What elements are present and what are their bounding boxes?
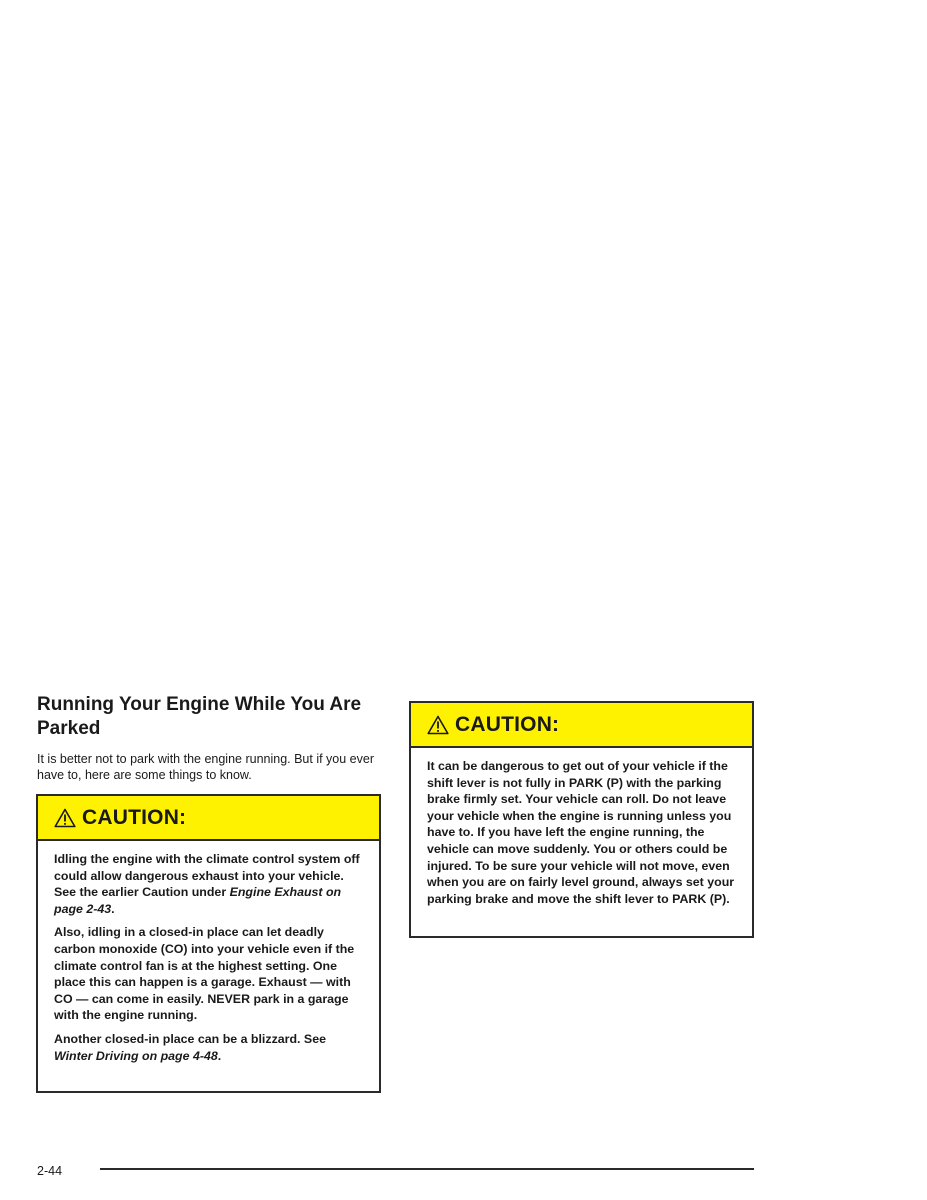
caution-box-right <box>409 701 754 938</box>
caution-text: Idling the engine with the climate control system off could allow dangerous exhaust into your vehicle. See the earlier Caution under <box>54 852 360 900</box>
page-reference: Winter Driving on page 4-48 <box>54 1048 218 1063</box>
caution-header <box>38 796 379 841</box>
caution-header <box>411 703 752 748</box>
footer-rule <box>100 1168 754 1170</box>
caution-paragraph: Also, idling in a closed-in place can let deadly carbon monoxide (CO) into your vehicle even if the climate control fan is at the highest setting. One place this can happen is a garage. Exhaust — with CO — can come in easily. NEVER park in a garage with the engine running. <box>54 925 355 1023</box>
caution-paragraph: It can be dangerous to get out of your vehicle if the shift lever is not fully in PARK (P) with the parking brake firmly set. Your vehicle can roll. Do not leave your vehicle when the engine is running unless you have to. If you have left the engine running, the vehicle can move suddenly. You or others could be injured. To be sure your vehicle will not move, even when you are on fairly level ground, always set your parking brake and move the shift lever to PARK (P). <box>427 759 735 906</box>
caution-text-end: . <box>217 1048 222 1063</box>
warning-triangle-icon <box>427 715 449 735</box>
caution-paragraph <box>54 1031 367 1064</box>
caution-body <box>38 841 379 1064</box>
caution-body <box>411 748 752 907</box>
caution-box-left <box>36 794 381 1093</box>
caution-text-end: . <box>111 901 115 916</box>
intro-paragraph: It is better not to park with the engine running. But if you ever have to, here are some things to know. <box>37 752 374 782</box>
section-title: Running Your Engine While You Are Parked <box>37 694 362 739</box>
caution-paragraph <box>54 851 367 917</box>
warning-triangle-icon <box>54 808 76 828</box>
caution-label: CAUTION: <box>455 712 560 736</box>
caution-text: Another closed-in place can be a blizzard. See <box>54 1031 326 1046</box>
page-reference: Engine Exhaust on page 2-43 <box>54 885 342 916</box>
caution-label: CAUTION: <box>82 805 187 829</box>
page-number: 2-44 <box>37 1164 63 1178</box>
